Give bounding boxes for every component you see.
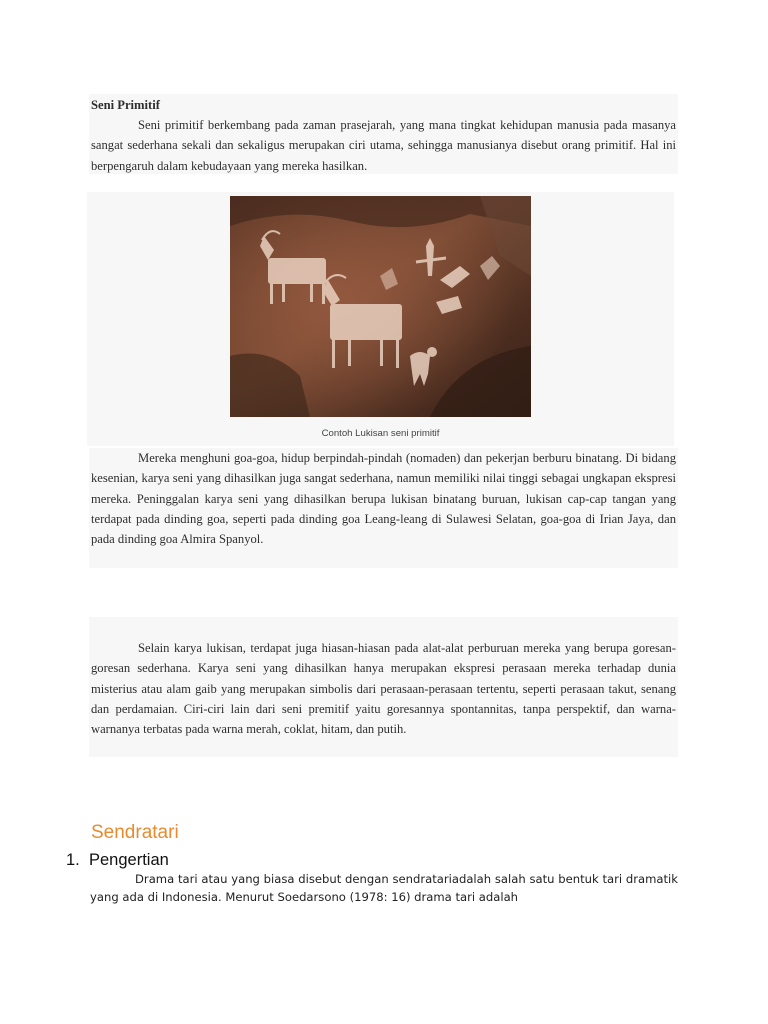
figure-caption: Contoh Lukisan seni primitif — [321, 428, 440, 439]
subsection-number: 1. — [66, 851, 80, 869]
section-title-sendratari: Sendratari — [91, 822, 179, 843]
section-title-seni-primitif: Seni Primitif — [91, 98, 160, 112]
paragraph-block-2 — [89, 448, 678, 568]
paragraph-nomaden: Mereka menghuni goa-goa, hidup berpindah-pindah (nomaden) dan pekerjan berburu binatang. Di bidang kesenian, karya seni yang dihasilkan juga sangat sederhana, namun memiliki nilai tinggi sebagai ungkapan ekspresi mereka. Peninggalan karya seni yang dihasilkan berupa lukisan binatang buruan, lukisan cap-cap tangan yang terdapat pada dinding goa, seperti pada dinding goa Leang-leang di Sulawesi Selatan, goa-goa di Irian Jaya, dan pada dinding goa Almira Spanyol. — [91, 451, 676, 547]
subsection-title-pengertian: Pengertian — [89, 851, 169, 869]
paragraph-hiasan: Selain karya lukisan, terdapat juga hiasan-hiasan pada alat-alat perburuan mereka yang berupa goresan-goresan sederhana. Karya seni yang dihasilkan hanya merupakan ekspresi perasaan mereka terhadap dunia misterius atau alam gaib yang merupakan simbolis dari perasaan-perasaan tertentu, seperti perasaan takut, senang dan perdamaian. Ciri-ciri lain dari seni premitif yaitu goresannya spontannitas, tanpa perspektif, dan warna-warnanya terbatas pada warna merah, coklat, hitam, dan putih. — [91, 641, 676, 737]
intro-block — [89, 94, 678, 174]
paragraph-block-3 — [89, 617, 678, 757]
figure — [87, 192, 674, 446]
paragraph-intro: Seni primitif berkembang pada zaman prasejarah, yang mana tingkat kehidupan manusia pada masanya sangat sederhana sekali dan sekaligus merupakan ciri utama, sehingga manusianya disebut orang primitif. Hal ini berpengaruh dalam kebudayaan yang mereka hasilkan. — [91, 118, 676, 173]
paragraph-pengertian: Drama tari atau yang biasa disebut dengan sendratariadalah salah satu bentuk tari dramatik yang ada di Indonesia. Menurut Soedarsono (1978: 16) drama tari adalah — [90, 872, 678, 904]
cave-painting-image — [230, 196, 531, 417]
